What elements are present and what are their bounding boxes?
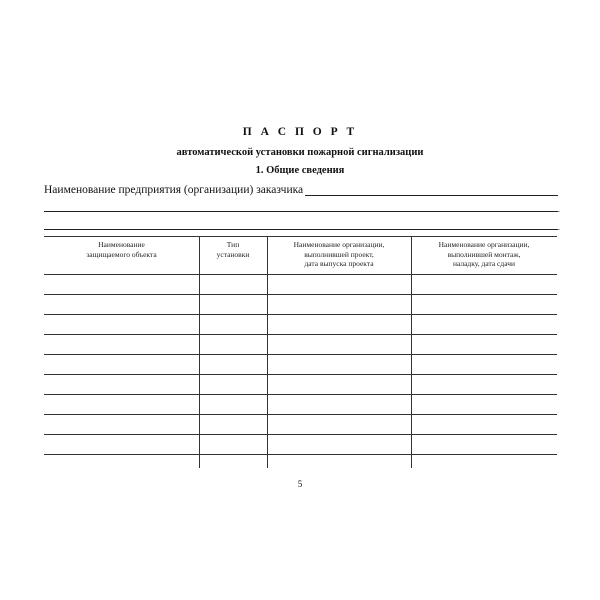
- table-row: [44, 414, 557, 415]
- customer-fill-line-2[interactable]: [44, 211, 558, 212]
- document-subtitle: автоматической установки пожарной сигнализации: [176, 147, 424, 158]
- table-header-rule: [44, 274, 557, 275]
- table-row: [44, 294, 557, 295]
- table-row: [44, 334, 557, 335]
- page-number: 5: [297, 479, 303, 489]
- column-header-type: Тип установки: [216, 240, 250, 259]
- document-title: П А С П О Р Т: [242, 126, 358, 138]
- column-divider: [267, 236, 268, 468]
- column-header-object: Наименование защищаемого объекта: [86, 240, 157, 259]
- column-header-installer: Наименование организации, выполнившей монтаж, наладку, дата сдачи: [438, 240, 530, 268]
- column-header-designer: Наименование организации, выполнившей проект, дата выпуска проекта: [293, 240, 385, 268]
- customer-fill-line-3[interactable]: [44, 229, 558, 230]
- customer-fill-line[interactable]: [305, 184, 558, 196]
- line-end-mark: .: [558, 205, 560, 214]
- table-row: [44, 374, 557, 375]
- customer-field: [44, 182, 558, 196]
- line-end-mark: .: [558, 223, 560, 232]
- general-info-table: [44, 236, 557, 468]
- column-divider: [411, 236, 412, 468]
- table-row: [44, 454, 557, 455]
- table-border-top: [44, 236, 557, 237]
- section-heading: 1. Общие сведения: [255, 165, 345, 176]
- column-divider: [199, 236, 200, 468]
- customer-label: Наименование предприятия (организации) заказчика: [44, 184, 304, 196]
- table-row: [44, 354, 557, 355]
- table-row: [44, 394, 557, 395]
- table-row: [44, 434, 557, 435]
- table-row: [44, 314, 557, 315]
